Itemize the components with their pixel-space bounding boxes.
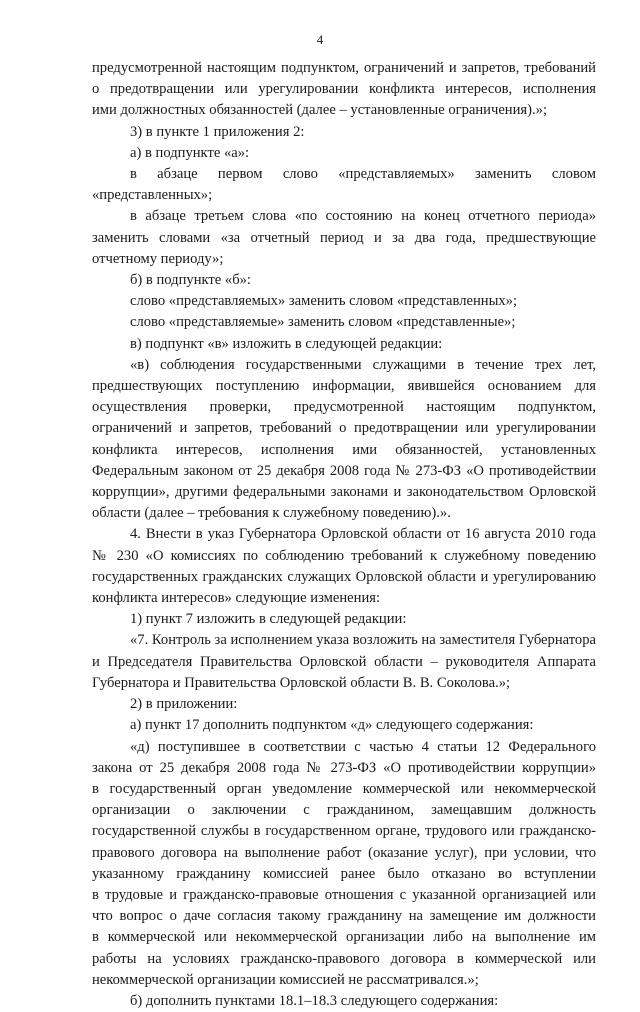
text-line: № 230 «О комиссиях по соблюдению требований к служебному поведению — [92, 547, 596, 564]
text-line: 3) в пункте 1 приложения 2: — [130, 123, 305, 140]
text-line: а) в подпункте «а»: — [130, 144, 250, 161]
text-line: слово «представляемых» заменить словом «представленных»; — [130, 293, 518, 310]
page-number: 4 — [316, 32, 324, 47]
text-line: в абзаце первом слово «представляемых» заменить словом — [130, 166, 596, 183]
text-line: в государственный орган уведомление коммерческой или некоммерческой — [92, 780, 596, 797]
text-line: 4. Внести в указ Губернатора Орловской области от 16 августа 2010 года — [130, 526, 596, 543]
text-line: «7. Контроль за исполнением указа возложить на заместителя Губернатора — [130, 632, 596, 649]
text-line: «в) соблюдения государственными служащими в течение трех лет, — [130, 356, 596, 373]
text-line: конфликта интересов, исполнения ими обязанностей, установленных — [92, 441, 596, 458]
text-line: конфликта интересов» следующие изменения: — [92, 590, 381, 607]
text-line: 1) пункт 7 изложить в следующей редакции: — [130, 611, 407, 628]
text-line: в) подпункт «в» изложить в следующей редакции: — [130, 335, 443, 352]
text-line: что вопрос о даче согласия такому гражданину на замещение им должности — [92, 908, 596, 925]
text-line: предшествующих поступлению информации, явившейся основанием для — [92, 378, 596, 395]
text-line: б) дополнить пунктами 18.1–18.3 следующего содержания: — [130, 992, 499, 1009]
text-line: в коммерческой или некоммерческой организации либо на выполнение им — [92, 929, 596, 946]
text-line: отчетному периоду»; — [92, 250, 224, 267]
text-line: заменить словами «за отчетный период и за два года, предшествующие — [92, 229, 596, 246]
text-line: указанному гражданину комиссией ранее было отказано во вступлении — [92, 865, 596, 882]
text-line: коррупции», другими федеральными законами и законодательством Орловской — [92, 484, 596, 501]
text-line: Губернатора и Правительства Орловской области В. В. Соколова.»; — [92, 674, 511, 691]
text-line: «д) поступившее в соответствии с частью 4 статьи 12 Федерального — [130, 738, 596, 755]
text-line: 2) в приложении: — [130, 696, 238, 713]
text-line: о предотвращении или урегулировании конфликта интересов, исполнения — [92, 81, 596, 98]
text-line: организации о заключении с гражданином, замещавшим должность — [92, 802, 596, 819]
text-line: б) в подпункте «б»: — [130, 272, 251, 289]
text-line: правового договора на выполнение работ (оказание услуг), при условии, что — [92, 844, 596, 861]
text-line: а) пункт 17 дополнить подпунктом «д» следующего содержания: — [130, 717, 534, 734]
text-line: работы на условиях гражданско-правового договора в коммерческой или — [92, 950, 596, 967]
text-line: закона от 25 декабря 2008 года № 273-ФЗ «О противодействии коррупции» — [92, 759, 596, 776]
text-line: осуществления проверки, предусмотренной настоящим подпунктом, — [92, 399, 596, 416]
text-line: предусмотренной настоящим подпунктом, ограничений и запретов, требований — [92, 60, 596, 76]
text-line: ограничений и запретов, требований о предотвращении или урегулировании — [92, 420, 596, 437]
document-body — [92, 58, 596, 1012]
text-line: в трудовые и гражданско-правовые отношения с указанной организацией или — [92, 886, 596, 903]
text-line: в абзаце третьем слова «по состоянию на конец отчетного периода» — [130, 208, 596, 225]
text-line: области (далее – требования к служебному поведению).». — [92, 505, 451, 522]
text-line: «представленных»; — [92, 187, 213, 204]
text-line: некоммерческой организации комиссией не рассматривался.»; — [92, 971, 479, 988]
text-line: слово «представляемые» заменить словом «представленные»; — [130, 314, 516, 331]
text-line: и Председателя Правительства Орловской области – руководителя Аппарата — [92, 653, 596, 670]
text-line: ими должностных обязанностей (далее – установленные ограничения).»; — [92, 102, 548, 119]
text-line: Федеральным законом от 25 декабря 2008 года № 273-ФЗ «О противодействии — [92, 462, 596, 479]
text-line: государственных гражданских служащих Орловской области и урегулированию — [92, 568, 596, 585]
text-line: государственной службы в государственном органе, трудового или гражданско- — [92, 823, 596, 840]
